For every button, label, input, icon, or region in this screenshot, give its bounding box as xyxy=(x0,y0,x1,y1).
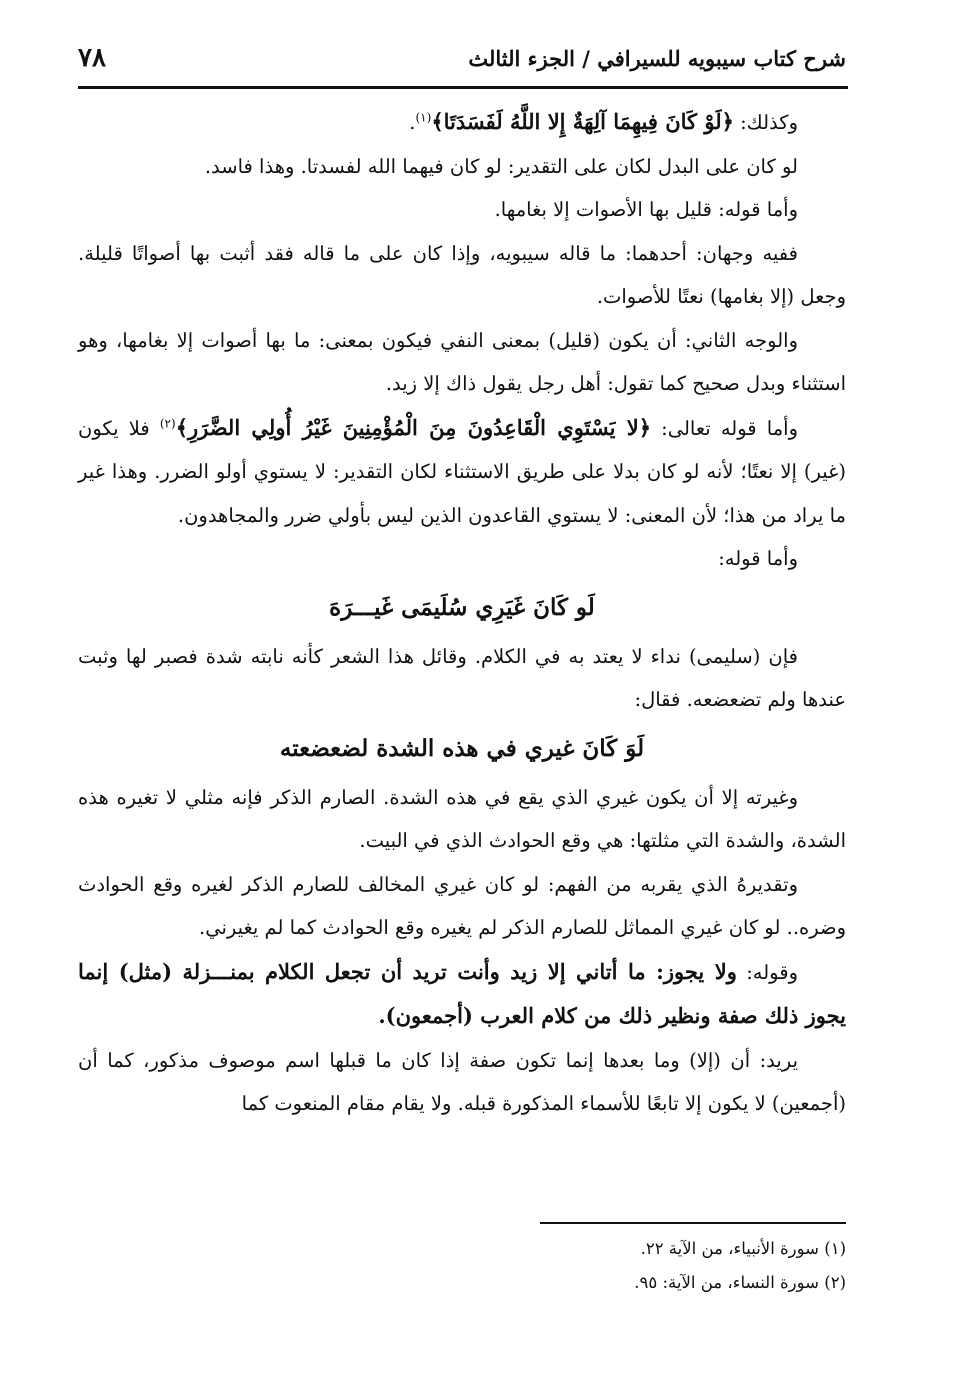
page-body xyxy=(78,100,846,1126)
paragraph-6: وأما قوله تعالى: ﴿لا يَسْتَوِي الْقَاعِدُونَ مِنَ الْمُؤْمِنِينَ غَيْرُ أُولِي الضَّرَرِ﴾$^{(٢)}$ فلا يكون (غير) إلا نعتًا؛ لأنه لو كان بدلا على طريق الاستثناء لكان التقدير: لا يستوي أولو الضرر. وهذا غير ما يراد من هذا؛ لأن المعنى: لا يستوي القاعدون الذين ليس بأولي ضرر والمجاهدون. xyxy=(78,414,846,527)
footnote-ref: (١) xyxy=(415,110,432,125)
running-title: شرح كتاب سيبويه للسيرافي / الجزء الثالث xyxy=(468,45,846,71)
paragraph-1: وكذلك: ﴿لَوْ كَانَ فِيهِمَا آلِهَةٌ إِلا اللَّهُ لَفَسَدَتَا﴾$^{(١)}$. xyxy=(409,109,798,134)
paragraph-7: وأما قوله: xyxy=(718,547,798,570)
paragraph-11: يريد: أن (إلا) وما بعدها إنما تكون صفة إذا كان ما قبلها اسم موصوف مذكور، كما أن (أجمعين) لا يكون إلا تابعًا للأسماء المذكورة قبله. ولا يقام مقام المنعوت كما xyxy=(78,1048,846,1115)
poetry-verse-1: لَو كَانَ غَيَرِي سُلَيمَى غَيـــرَهَ xyxy=(329,593,595,621)
quran-quote: ﴿لا يَسْتَوِي الْقَاعِدُونَ مِنَ الْمُؤْمِنِينَ غَيْرُ أُولِي الضَّرَرِ﴾ xyxy=(175,414,651,440)
footnote-2: (٢) سورة النساء، من الآية: ٩٥. xyxy=(634,1273,846,1292)
page-number: ٧٨ xyxy=(78,43,106,73)
sibawayh-quote: ولا يجوز: ما أتاني إلا زيد وأنت تريد أن تجعل الكلام بمنـــزلة (مثل) إنما يجوز ذلك صفة ونظير ذلك من كلام العرب (أجمعون). xyxy=(78,958,846,1028)
footnotes xyxy=(78,1232,846,1300)
paragraph-10: وتقديرهُ الذي يقربه من الفهم: لو كان غيري المخالف للصارم الذكر لغيره وقع الحوادث وضره.. لو كان غيري المماثل للصارم الذكر لم يغيره وقع الحوادث كما لم يغيرني. xyxy=(78,872,846,939)
poetry-verse-2: لَوَ كَانَ غيري في هذه الشدة لضعضعته xyxy=(279,734,645,762)
paragraph-9: وغيرته إلا أن يكون غيري الذي يقع في هذه الشدة. الصارم الذكر فإنه مثلي لا تغيره هذه الشدة، والشدة التي مثلتها: هي وقع الحوادث الذي في البيت. xyxy=(78,785,846,852)
sibawayh-quote-paragraph: وقوله: ولا يجوز: ما أتاني إلا زيد وأنت تريد أن تجعل الكلام بمنـــزلة (مثل) إنما يجوز ذلك صفة ونظير ذلك من كلام العرب (أجمعون). xyxy=(78,958,846,1028)
paragraph-8: فإن (سليمى) نداء لا يعتد به في الكلام. وقائل هذا الشعر كأنه نابته شدة فصبر لها وثبت عندها ولم تضعضعه. فقال: xyxy=(78,644,846,711)
paragraph-3: وأما قوله: قليل بها الأصوات إلا بغامها. xyxy=(494,198,798,221)
paragraph-2: لو كان على البدل لكان على التقدير: لو كان فيهما الله لفسدتا. وهذا فاسد. xyxy=(204,154,798,178)
paragraph-4: ففيه وجهان: أحدهما: ما قاله سيبويه، وإذا كان على ما قاله فقد أثبت بها أصواتًا قليلة. وجعل (إلا بغامها) نعتًا للأصوات. xyxy=(78,241,846,308)
footnote-rule xyxy=(540,1222,846,1224)
footnote-1: (١) سورة الأنبياء، من الآية ٢٢. xyxy=(640,1239,846,1258)
paragraph-5: والوجه الثاني: أن يكون (قليل) بمعنى النفي فيكون بمعنى: ما بها أصوات إلا بغامها، وهو استثناء وبدل صحيح كما تقول: أهل رجل يقول ذاك إلا زيد. xyxy=(78,328,846,395)
footnote-ref: (٢) xyxy=(159,416,176,430)
page-header xyxy=(78,34,846,82)
quran-quote: ﴿لَوْ كَانَ فِيهِمَا آلِهَةٌ إِلا اللَّهُ لَفَسَدَتَا﴾ xyxy=(431,109,734,134)
header-rule xyxy=(78,86,848,89)
